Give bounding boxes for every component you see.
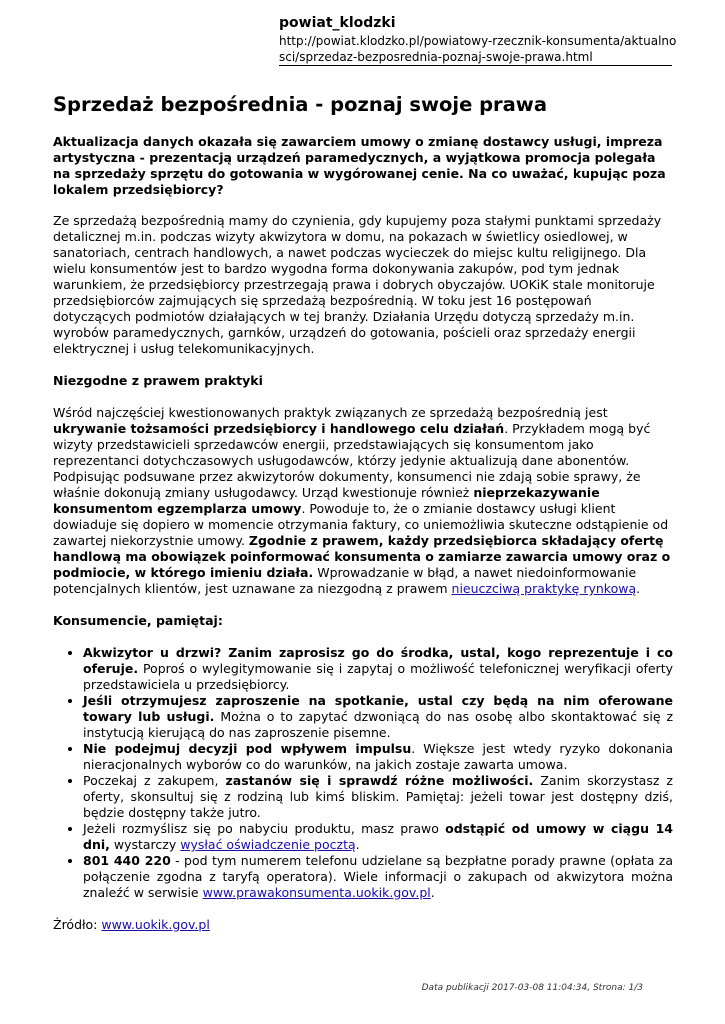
text-run: . bbox=[355, 837, 360, 852]
text-run: . Przykładem mogą być wizyty przedstawicieli sprzedawców energii, przedstawiających się konsumentom jako reprezentanci dotychczasowych usługodawców, którzy jedynie aktualizują dane abonentów. Podpisując podsuwane przez akwizytorów dokumenty, konsumenci nie zdają sobie sprawy, że właśnie dokonują zmiany usługodawcy. Urząd kwestionuje również bbox=[53, 421, 651, 500]
list-item bbox=[83, 741, 673, 773]
section-heading-practices: Niezgodne z prawem praktyki bbox=[53, 373, 263, 388]
article bbox=[53, 92, 673, 933]
source-link[interactable]: www.uokik.gov.pl bbox=[101, 917, 210, 932]
article-intro: Ze sprzedażą bezpośrednią mamy do czynienia, gdy kupujemy poza stałymi punktami sprzedaży detalicznej m.in. podczas wizyty akwizytora w domu, na pokazach w świetlicy osiedlowej, w sanatoriach, centrach handlowych, a nawet podczas wycieczek do miejsc kultu religijnego. Dla wielu konsumentów jest to bardzo wygodna forma dokonywania zakupów, pod tym jednak warunkiem, że przedsiębiorcy przestrzegają prawa i dobrych obyczajów. UOKiK stale monitoruje przedsiębiorców zajmujących się sprzedażą bezpośrednią. W toku jest 16 postępowań dotyczących podmiotów działających w tej branży. Działania Urzędu dotyczą sprzedaży m.in. wyrobów paramedycznych, garnków, urządzeń do gotowania, pościeli oraz sprzedaży energii elektrycznej i usług telekomunikacyjnych. bbox=[53, 213, 662, 356]
bold-run: Akwizytor u drzwi? Zanim zaprosisz go do środka, ustal, kogo reprezentuje i co oferuje. bbox=[83, 645, 673, 676]
bold-run: 801 440 220 bbox=[83, 853, 171, 868]
list-item bbox=[83, 693, 673, 741]
source-label: Źródło: bbox=[53, 917, 102, 932]
text-run: Zanim skorzystasz z oferty, skonsultuj się z rodziną lub kimś bliskim. Pamiętaj: jeżeli towar jest dostępny dziś, będzie dostępny także jutro. bbox=[83, 773, 673, 820]
text-run: Jeżeli rozmyślisz się po nabyciu produktu, masz prawo bbox=[83, 821, 446, 836]
bold-run: zastanów się i sprawdź różne możliwości. bbox=[225, 773, 534, 788]
section-heading-remember: Konsumencie, pamiętaj: bbox=[53, 613, 223, 628]
header-divider bbox=[279, 65, 672, 66]
consumer-rights-link[interactable]: www.prawakonsumenta.uokik.gov.pl bbox=[202, 885, 431, 900]
bold-run: Jeśli otrzymujesz zaproszenie na spotkanie, ustal czy będą na nim oferowane towary lub usługi. bbox=[83, 693, 673, 724]
site-name: powiat_klodzki bbox=[279, 15, 396, 31]
publication-footer: Data publikacji 2017-03-08 11:04:34, Strona: 1/3 bbox=[421, 983, 643, 993]
text-run: Można o to zapytać dzwoniącą do nas osobę albo skontaktować się z instytucją kierującą do nas zaproszenie pisemne. bbox=[83, 709, 674, 740]
text-run: wystarczy bbox=[109, 837, 181, 852]
bold-run: nieprzekazywanie konsumentom egzemplarza umowy bbox=[53, 485, 600, 516]
bold-run: Nie podejmuj decyzji pod wpływem impulsu bbox=[83, 741, 412, 756]
list-item bbox=[83, 853, 673, 901]
text-run: Poczekaj z zakupem, bbox=[83, 773, 226, 788]
text-run: . Powoduje to, że o zmianie dostawcy usługi klient dowiaduje się dopiero w momencie otrzymania faktury, co uniemożliwia skuteczne odstąpienie od zawartej niekorzystnie umowy. bbox=[53, 501, 669, 548]
bold-run: ukrywanie tożsamości przedsiębiorcy i handlowego celu działań bbox=[53, 421, 505, 436]
article-lead: Aktualizacja danych okazała się zawarciem umowy o zmianę dostawcy usługi, impreza artystyczna - prezentacją urządzeń paramedycznych, a wyjątkowa promocja polegała na sprzedaży sprzętu do gotowania w wygórowanej cenie. Na co uważać, kupując poza lokalem przedsiębiorcy? bbox=[53, 134, 666, 197]
text-run: Wprowadzanie w błąd, a nawet niedoinformowanie potencjalnych klientów, jest uznawane za niezgodną z prawem bbox=[53, 565, 637, 596]
page-header bbox=[279, 14, 679, 65]
text-run: . Większe jest wtedy ryzyko dokonania nieracjonalnych wyborów co do warunków, na jakich zostaje zawarta umowa. bbox=[83, 741, 673, 772]
list-item bbox=[83, 821, 673, 853]
practices-paragraph bbox=[53, 405, 673, 597]
text-run: Wśród najczęściej kwestionowanych praktyk związanych ze sprzedażą bezpośrednią jest bbox=[53, 405, 608, 420]
bold-run: Zgodnie z prawem, każdy przedsiębiorca składający ofertę handlową ma obowiązek poinformować konsumenta o zamiarze zawarcia umowy oraz o podmiocie, w którego imieniu działa. bbox=[53, 533, 671, 580]
bold-run: odstąpić od umowy w ciągu 14 dni, bbox=[83, 821, 673, 852]
list-item bbox=[83, 645, 673, 693]
unfair-practice-link[interactable]: nieuczciwą praktykę rynkową bbox=[451, 581, 637, 596]
text-run: Poproś o wylegitymowanie się i zapytaj o możliwość telefonicznej weryfikacji oferty przedstawiciela u przedsiębiorcy. bbox=[83, 661, 673, 692]
list-item bbox=[83, 773, 673, 821]
text-run: . bbox=[430, 885, 435, 900]
source-line bbox=[53, 917, 673, 933]
tips-list bbox=[53, 645, 673, 901]
text-run: - pod tym numerem telefonu udzielane są bezpłatne porady prawne (opłata za połączenie zgodna z taryfą operatora). Wiele informacji o zakupach od akwizytora można znaleźć w serwisie bbox=[83, 853, 674, 900]
page-url: http://powiat.klodzko.pl/powiatowy-rzecznik-konsumenta/aktualnosci/sprzedaz-bezposrednia-poznaj-swoje-prawa.html bbox=[279, 34, 677, 64]
send-statement-link[interactable]: wysłać oświadczenie pocztą bbox=[180, 837, 356, 852]
article-title: Sprzedaż bezpośrednia - poznaj swoje prawa bbox=[53, 93, 547, 116]
text-run: . bbox=[636, 581, 641, 596]
